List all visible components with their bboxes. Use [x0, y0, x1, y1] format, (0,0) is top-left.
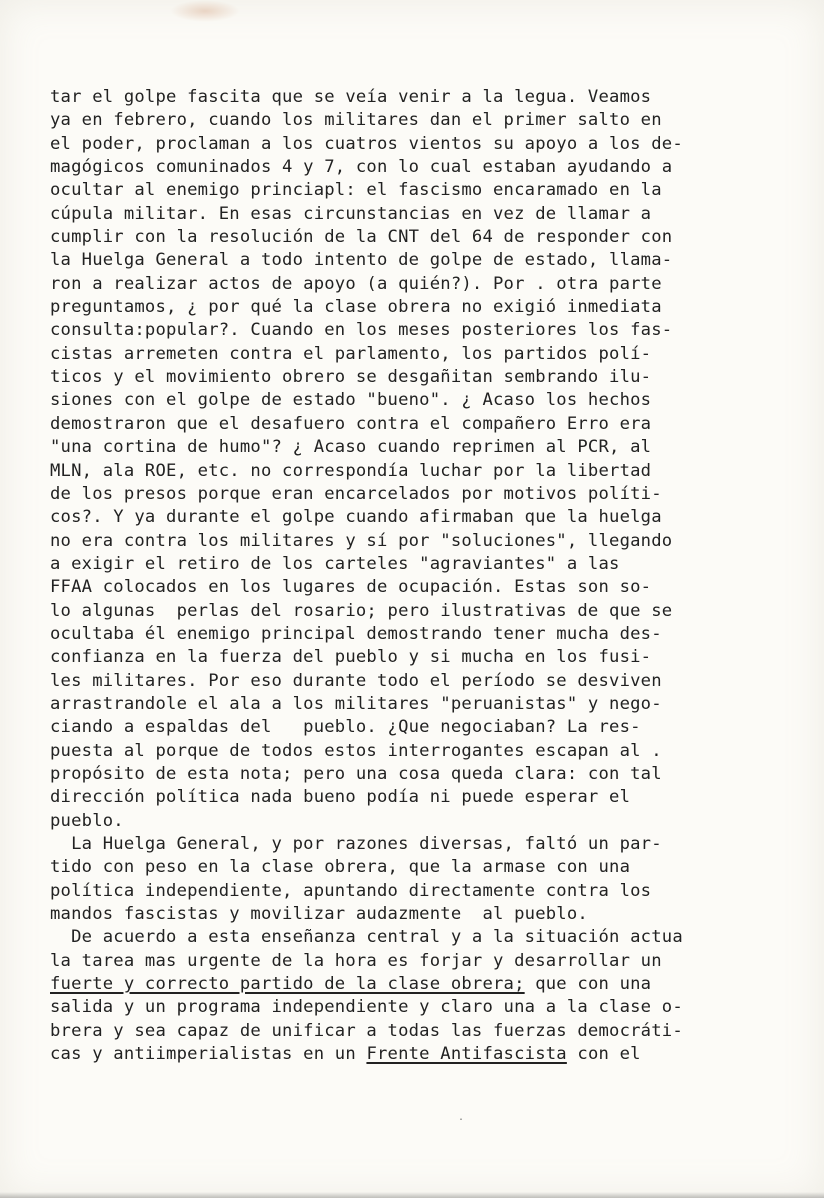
- text-line: cistas arremeten contra el parlamento, los partidos polí-: [50, 343, 652, 364]
- text-line: no era contra los militares y sí por "soluciones", llegando: [50, 530, 673, 551]
- text-line: cúpula militar. En esas circunstancias en vez de llamar a: [50, 203, 652, 224]
- text-line: lo algunas perlas del rosario; pero ilustrativas de que se: [50, 600, 673, 621]
- text-line-continuation: que con una: [524, 974, 652, 995]
- text-line: preguntamos, ¿ por qué la clase obrera no exigió inmediata: [50, 297, 662, 318]
- text-line: siones con el golpe de estado "bueno". ¿ Acaso los hechos: [50, 390, 652, 411]
- text-line: a exigir el retiro de los carteles "agraviantes" a las: [50, 553, 620, 574]
- text-line: magógicos comuninados 4 y 7, con lo cual estaban ayudando a: [50, 157, 673, 178]
- underlined-phrase-party: fuerte y correcto partido de la clase obrera;: [50, 974, 525, 995]
- document-body: [50, 86, 780, 1066]
- text-line: mandos fascistas y movilizar audazmente al pueblo.: [50, 904, 588, 925]
- text-line: dirección política nada bueno podía ni puede esperar el: [50, 787, 631, 808]
- text-line: tar el golpe fascita que se veía venir a la legua. Veamos: [50, 87, 652, 107]
- text-line: cumplir con la resolución de la CNT del 64 de responder con: [50, 227, 673, 248]
- text-line: demostraron que el desafuero contra el compañero Erro era: [50, 413, 652, 434]
- text-line: ocultaba él enemigo principal demostrando tener mucha des-: [50, 623, 662, 644]
- stray-mark: .: [458, 1112, 465, 1123]
- text-line: política independiente, apuntando directamente contra los: [50, 880, 652, 901]
- paper-stain: [170, 0, 240, 22]
- text-line: ciando a espaldas del pueblo. ¿Que negociaban? La res-: [50, 717, 641, 738]
- text-line: salida y un programa independiente y claro una a la clase o-: [50, 997, 683, 1018]
- text-line: confianza en la fuerza del pueblo y si mucha en los fusi-: [50, 647, 652, 668]
- text-line-underlined-party: [50, 973, 780, 996]
- text-line: "una cortina de humo"? ¿ Acaso cuando reprimen al PCR, al: [50, 437, 652, 458]
- paragraph-lines: [50, 86, 780, 973]
- text-line: cos?. Y ya durante el golpe cuando afirmaban que la huelga: [50, 507, 662, 528]
- text-line: pueblo.: [50, 810, 124, 831]
- underlined-phrase-front: Frente Antifascista: [366, 1044, 567, 1065]
- text-line: MLN, ala ROE, etc. no correspondía luchar por la libertad: [50, 460, 652, 481]
- text-line: de los presos porque eran encarcelados por motivos políti-: [50, 483, 662, 504]
- text-line: arrastrandole el ala a los militares "peruanistas" y nego-: [50, 693, 662, 714]
- text-line-start: cas y antiimperialistas en un: [50, 1044, 367, 1065]
- text-line: la Huelga General a todo intento de golpe de estado, llama-: [50, 250, 673, 271]
- text-line: la tarea mas urgente de la hora es forjar y desarrollar un: [50, 950, 662, 971]
- text-line: ocultar al enemigo princiapl: el fascismo encaramado en la: [50, 180, 662, 201]
- text-line: brera y sea capaz de unificar a todas las fuerzas democráti-: [50, 1020, 683, 1041]
- page-bottom-edge: [0, 1192, 824, 1198]
- text-line: ron a realizar actos de apoyo (a quién?). Por . otra parte: [50, 273, 662, 294]
- text-line: ya en febrero, cuando los militares dan el primer salto en: [50, 110, 662, 131]
- text-line: puesta al porque de todos estos interrogantes escapan al .: [50, 740, 662, 761]
- text-line-end: con el: [566, 1044, 641, 1065]
- text-line: ticos y el movimiento obrero se desgañitan sembrando ilu-: [50, 367, 652, 388]
- text-line: tido con peso en la clase obrera, que la armase con una: [50, 857, 631, 878]
- text-line-underlined-front: [50, 1043, 780, 1066]
- text-line: La Huelga General, y por razones diversas, faltó un par-: [50, 834, 662, 854]
- text-line: consulta:popular?. Cuando en los meses posteriores los fas-: [50, 320, 673, 341]
- text-line: De acuerdo a esta enseñanza central y a la situación actua: [50, 927, 683, 948]
- text-line: les militares. Por eso durante todo el período se desviven: [50, 670, 662, 691]
- text-line: propósito de esta nota; pero una cosa queda clara: con tal: [50, 763, 662, 784]
- text-line: el poder, proclaman a los cuatros vientos su apoyo a los de-: [50, 133, 683, 154]
- text-line: FFAA colocados en los lugares de ocupación. Estas son so-: [50, 577, 652, 598]
